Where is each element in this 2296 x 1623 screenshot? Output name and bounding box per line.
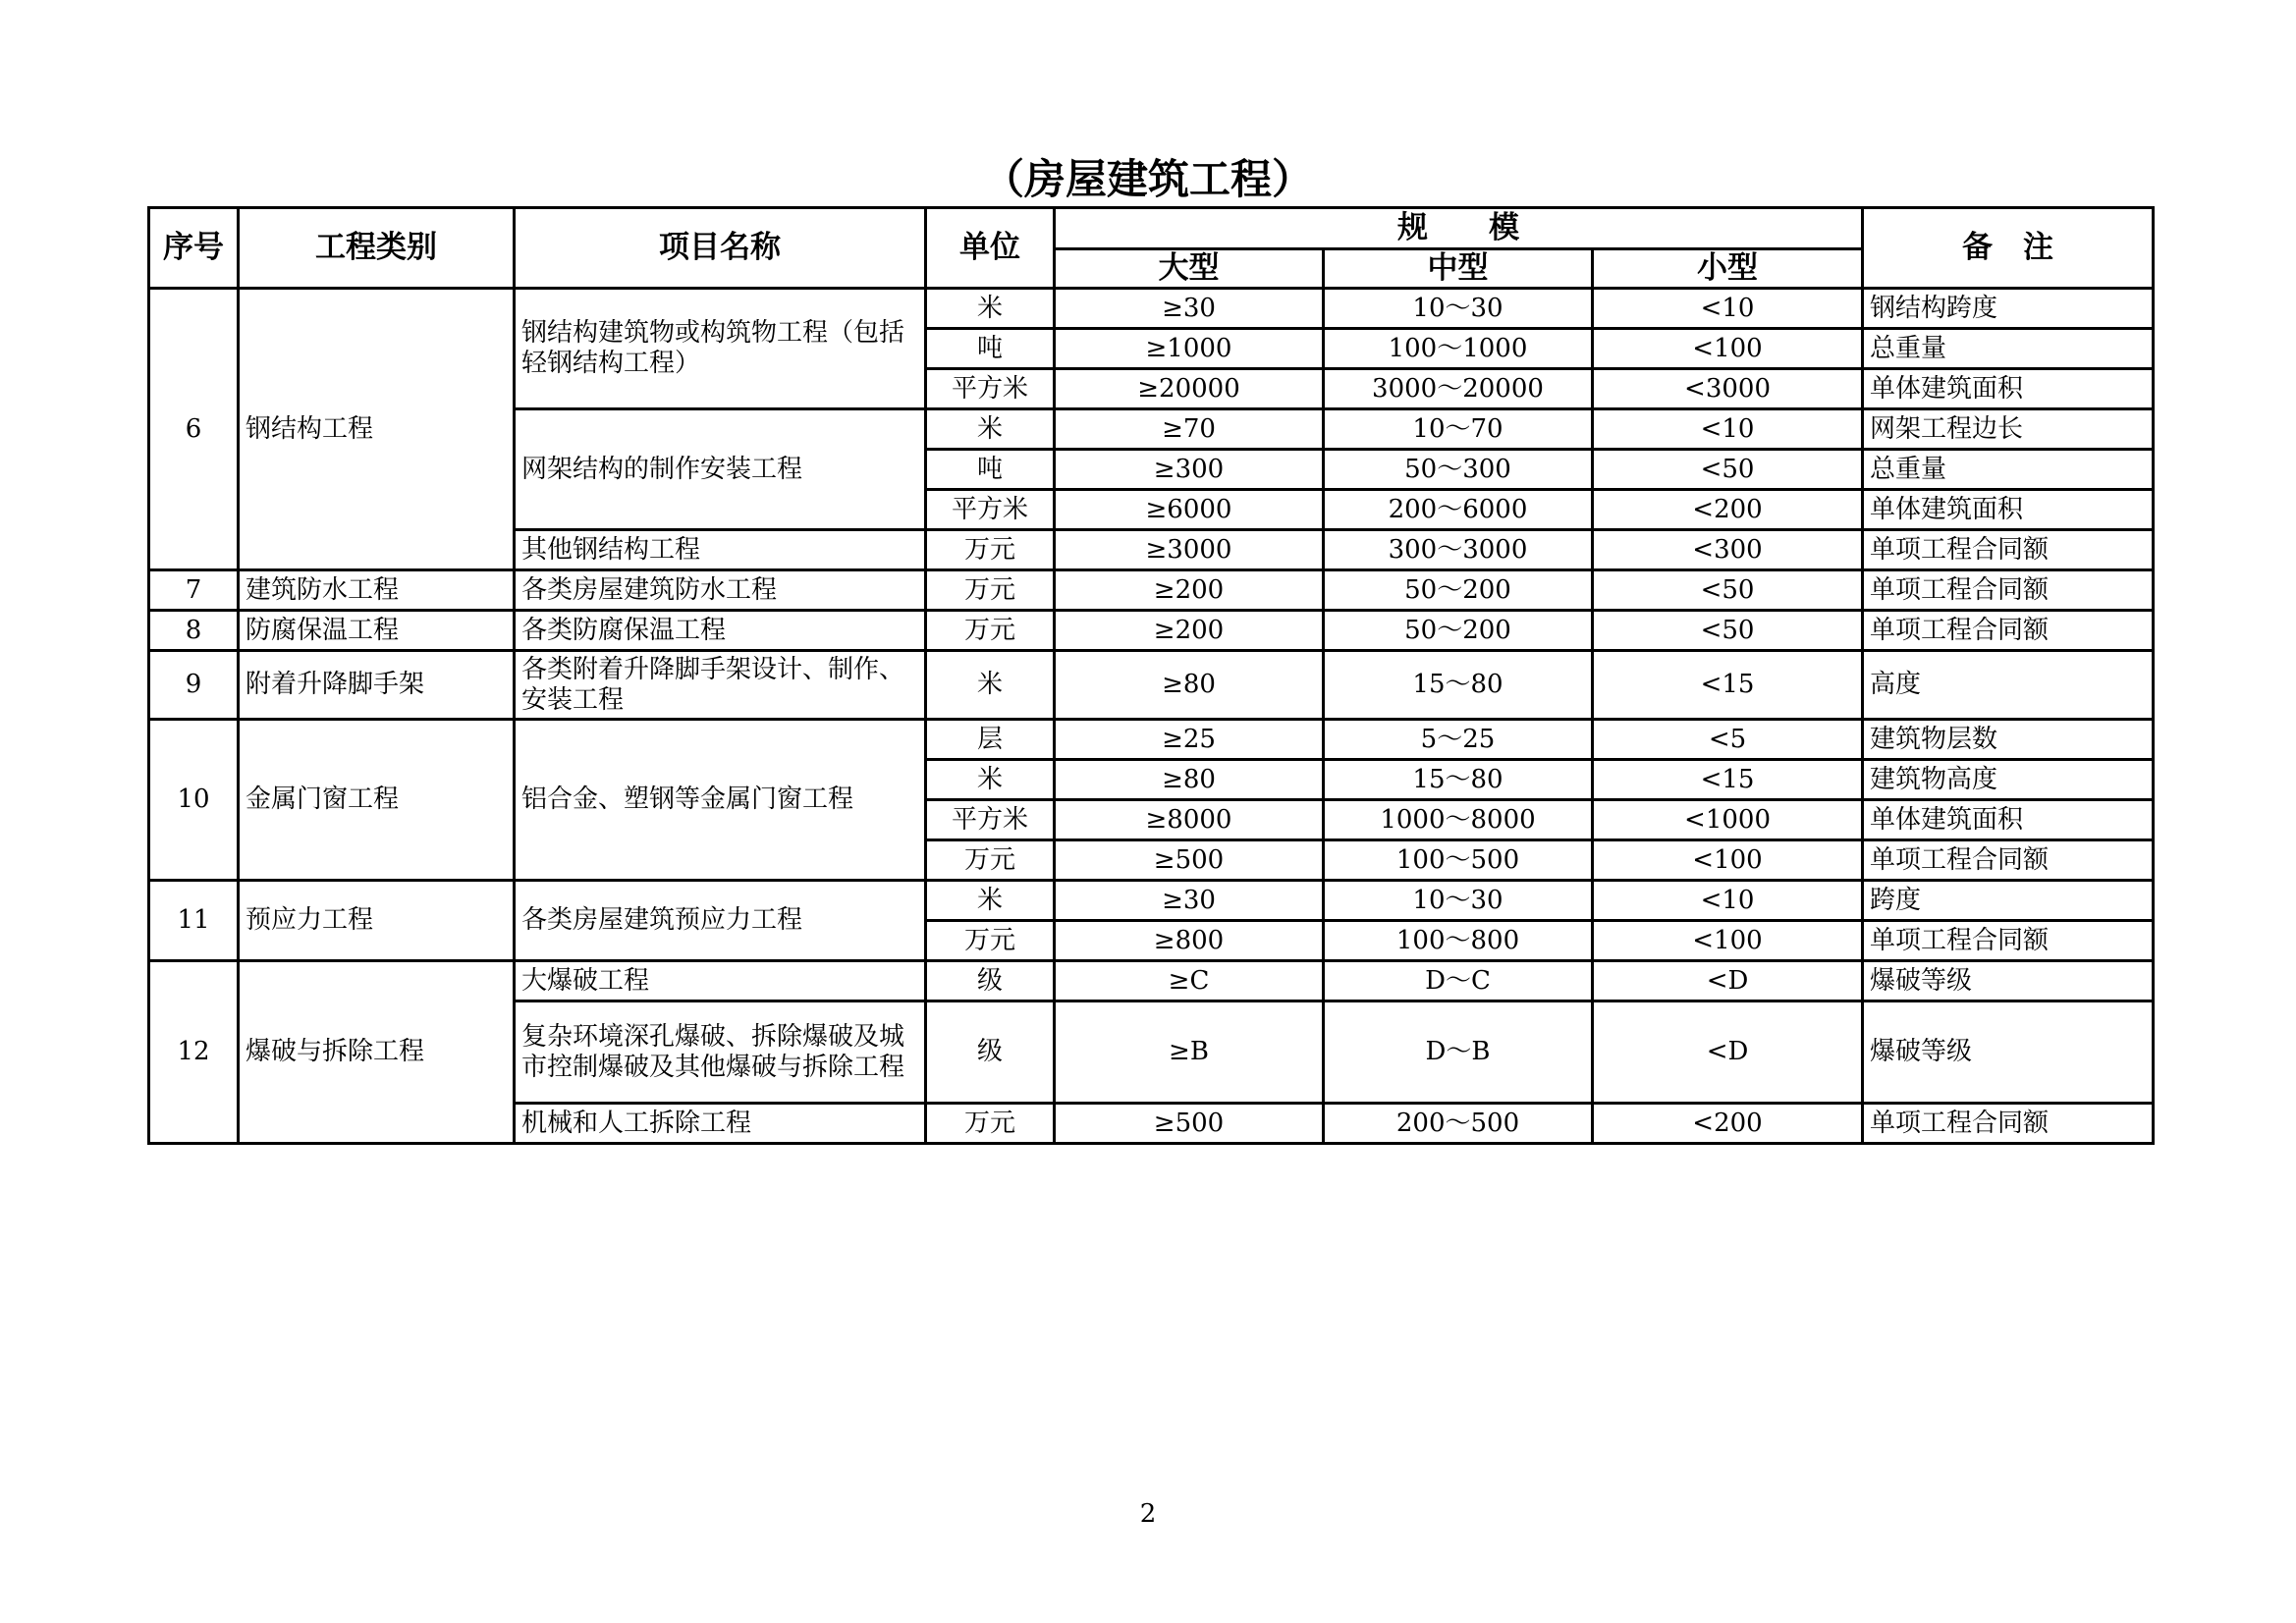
table-row bbox=[149, 570, 2154, 611]
large-cell: ≥8000 bbox=[1055, 800, 1324, 840]
header-row bbox=[149, 208, 2154, 249]
unit-cell: 层 bbox=[926, 720, 1055, 760]
small-cell: <10 bbox=[1593, 409, 1863, 450]
large-cell: ≥80 bbox=[1055, 651, 1324, 720]
large-cell: ≥1000 bbox=[1055, 329, 1324, 369]
project-cell: 钢结构建筑物或构筑物工程（包括轻钢结构工程） bbox=[515, 289, 926, 409]
seq-cell: 7 bbox=[149, 570, 239, 611]
large-cell: ≥500 bbox=[1055, 1104, 1324, 1144]
medium-cell: D～C bbox=[1324, 961, 1593, 1001]
remark-cell: 单体建筑面积 bbox=[1863, 490, 2154, 530]
seq-cell: 9 bbox=[149, 651, 239, 720]
medium-cell: 15～80 bbox=[1324, 760, 1593, 800]
unit-cell: 平方米 bbox=[926, 800, 1055, 840]
remark-cell: 高度 bbox=[1863, 651, 2154, 720]
header-seq: 序号 bbox=[149, 208, 239, 289]
seq-cell: 11 bbox=[149, 881, 239, 961]
table-row bbox=[149, 611, 2154, 651]
header-unit: 单位 bbox=[926, 208, 1055, 289]
category-cell: 建筑防水工程 bbox=[239, 570, 515, 611]
remark-cell: 建筑物层数 bbox=[1863, 720, 2154, 760]
large-cell: ≥800 bbox=[1055, 921, 1324, 961]
remark-cell: 爆破等级 bbox=[1863, 1001, 2154, 1104]
remark-cell: 爆破等级 bbox=[1863, 961, 2154, 1001]
large-cell: ≥200 bbox=[1055, 611, 1324, 651]
project-cell: 各类房屋建筑防水工程 bbox=[515, 570, 926, 611]
small-cell: <200 bbox=[1593, 1104, 1863, 1144]
page-title: （房屋建筑工程） bbox=[982, 155, 1313, 203]
remark-cell: 单体建筑面积 bbox=[1863, 369, 2154, 409]
medium-cell: 10～70 bbox=[1324, 409, 1593, 450]
project-cell: 网架结构的制作安装工程 bbox=[515, 409, 926, 530]
remark-cell: 建筑物高度 bbox=[1863, 760, 2154, 800]
header-project: 项目名称 bbox=[515, 208, 926, 289]
remark-cell: 单项工程合同额 bbox=[1863, 611, 2154, 651]
project-cell: 各类房屋建筑预应力工程 bbox=[515, 881, 926, 961]
large-cell: ≥3000 bbox=[1055, 530, 1324, 570]
project-cell: 各类防腐保温工程 bbox=[515, 611, 926, 651]
remark-cell: 单项工程合同额 bbox=[1863, 921, 2154, 961]
small-cell: <300 bbox=[1593, 530, 1863, 570]
unit-cell: 米 bbox=[926, 409, 1055, 450]
remark-cell: 钢结构跨度 bbox=[1863, 289, 2154, 329]
small-cell: <100 bbox=[1593, 921, 1863, 961]
page-number: 2 bbox=[1139, 1499, 1157, 1529]
header-remark: 备 注 bbox=[1863, 208, 2154, 289]
remark-cell: 总重量 bbox=[1863, 450, 2154, 490]
project-cell: 大爆破工程 bbox=[515, 961, 926, 1001]
category-cell: 防腐保温工程 bbox=[239, 611, 515, 651]
medium-cell: 1000～8000 bbox=[1324, 800, 1593, 840]
unit-cell: 万元 bbox=[926, 530, 1055, 570]
unit-cell: 吨 bbox=[926, 329, 1055, 369]
large-cell: ≥300 bbox=[1055, 450, 1324, 490]
small-cell: <D bbox=[1593, 961, 1863, 1001]
table-row bbox=[149, 720, 2154, 760]
table-row bbox=[149, 961, 2154, 1001]
small-cell: <3000 bbox=[1593, 369, 1863, 409]
medium-cell: D～B bbox=[1324, 1001, 1593, 1104]
unit-cell: 米 bbox=[926, 881, 1055, 921]
small-cell: <15 bbox=[1593, 760, 1863, 800]
medium-cell: 50～200 bbox=[1324, 570, 1593, 611]
category-cell: 预应力工程 bbox=[239, 881, 515, 961]
small-cell: <100 bbox=[1593, 329, 1863, 369]
category-cell: 钢结构工程 bbox=[239, 289, 515, 570]
project-cell: 铝合金、塑钢等金属门窗工程 bbox=[515, 720, 926, 881]
unit-cell: 吨 bbox=[926, 450, 1055, 490]
medium-cell: 300～3000 bbox=[1324, 530, 1593, 570]
remark-cell: 网架工程边长 bbox=[1863, 409, 2154, 450]
medium-cell: 200～6000 bbox=[1324, 490, 1593, 530]
remark-cell: 单项工程合同额 bbox=[1863, 840, 2154, 881]
header-medium: 中型 bbox=[1324, 249, 1593, 289]
project-scale-table bbox=[147, 206, 2155, 1145]
unit-cell: 米 bbox=[926, 760, 1055, 800]
medium-cell: 10～30 bbox=[1324, 289, 1593, 329]
remark-cell: 单体建筑面积 bbox=[1863, 800, 2154, 840]
unit-cell: 米 bbox=[926, 289, 1055, 329]
small-cell: <200 bbox=[1593, 490, 1863, 530]
unit-cell: 万元 bbox=[926, 611, 1055, 651]
project-cell: 机械和人工拆除工程 bbox=[515, 1104, 926, 1144]
header-scale: 规 模 bbox=[1055, 208, 1863, 249]
medium-cell: 3000～20000 bbox=[1324, 369, 1593, 409]
seq-cell: 10 bbox=[149, 720, 239, 881]
category-cell: 附着升降脚手架 bbox=[239, 651, 515, 720]
project-cell: 各类附着升降脚手架设计、制作、安装工程 bbox=[515, 651, 926, 720]
table-row bbox=[149, 881, 2154, 921]
unit-cell: 米 bbox=[926, 651, 1055, 720]
small-cell: <5 bbox=[1593, 720, 1863, 760]
category-cell: 金属门窗工程 bbox=[239, 720, 515, 881]
large-cell: ≥6000 bbox=[1055, 490, 1324, 530]
small-cell: <10 bbox=[1593, 881, 1863, 921]
small-cell: <50 bbox=[1593, 570, 1863, 611]
large-cell: ≥200 bbox=[1055, 570, 1324, 611]
medium-cell: 200～500 bbox=[1324, 1104, 1593, 1144]
medium-cell: 5～25 bbox=[1324, 720, 1593, 760]
seq-cell: 6 bbox=[149, 289, 239, 570]
large-cell: ≥500 bbox=[1055, 840, 1324, 881]
unit-cell: 万元 bbox=[926, 921, 1055, 961]
seq-cell: 12 bbox=[149, 961, 239, 1144]
unit-cell: 级 bbox=[926, 1001, 1055, 1104]
remark-cell: 单项工程合同额 bbox=[1863, 1104, 2154, 1144]
header-large: 大型 bbox=[1055, 249, 1324, 289]
small-cell: <D bbox=[1593, 1001, 1863, 1104]
small-cell: <10 bbox=[1593, 289, 1863, 329]
unit-cell: 万元 bbox=[926, 1104, 1055, 1144]
large-cell: ≥B bbox=[1055, 1001, 1324, 1104]
unit-cell: 万元 bbox=[926, 840, 1055, 881]
small-cell: <100 bbox=[1593, 840, 1863, 881]
large-cell: ≥20000 bbox=[1055, 369, 1324, 409]
unit-cell: 平方米 bbox=[926, 490, 1055, 530]
remark-cell: 总重量 bbox=[1863, 329, 2154, 369]
large-cell: ≥C bbox=[1055, 961, 1324, 1001]
unit-cell: 级 bbox=[926, 961, 1055, 1001]
header-small: 小型 bbox=[1593, 249, 1863, 289]
seq-cell: 8 bbox=[149, 611, 239, 651]
small-cell: <15 bbox=[1593, 651, 1863, 720]
small-cell: <50 bbox=[1593, 611, 1863, 651]
small-cell: <1000 bbox=[1593, 800, 1863, 840]
project-cell: 其他钢结构工程 bbox=[515, 530, 926, 570]
medium-cell: 100～1000 bbox=[1324, 329, 1593, 369]
large-cell: ≥30 bbox=[1055, 881, 1324, 921]
table-row bbox=[149, 289, 2154, 329]
large-cell: ≥80 bbox=[1055, 760, 1324, 800]
project-cell: 复杂环境深孔爆破、拆除爆破及城市控制爆破及其他爆破与拆除工程 bbox=[515, 1001, 926, 1104]
large-cell: ≥70 bbox=[1055, 409, 1324, 450]
remark-cell: 单项工程合同额 bbox=[1863, 530, 2154, 570]
large-cell: ≥30 bbox=[1055, 289, 1324, 329]
remark-cell: 单项工程合同额 bbox=[1863, 570, 2154, 611]
medium-cell: 50～200 bbox=[1324, 611, 1593, 651]
medium-cell: 50～300 bbox=[1324, 450, 1593, 490]
medium-cell: 100～800 bbox=[1324, 921, 1593, 961]
category-cell: 爆破与拆除工程 bbox=[239, 961, 515, 1144]
medium-cell: 15～80 bbox=[1324, 651, 1593, 720]
large-cell: ≥25 bbox=[1055, 720, 1324, 760]
medium-cell: 10～30 bbox=[1324, 881, 1593, 921]
medium-cell: 100～500 bbox=[1324, 840, 1593, 881]
header-category: 工程类别 bbox=[239, 208, 515, 289]
table-row bbox=[149, 651, 2154, 720]
small-cell: <50 bbox=[1593, 450, 1863, 490]
remark-cell: 跨度 bbox=[1863, 881, 2154, 921]
unit-cell: 平方米 bbox=[926, 369, 1055, 409]
unit-cell: 万元 bbox=[926, 570, 1055, 611]
